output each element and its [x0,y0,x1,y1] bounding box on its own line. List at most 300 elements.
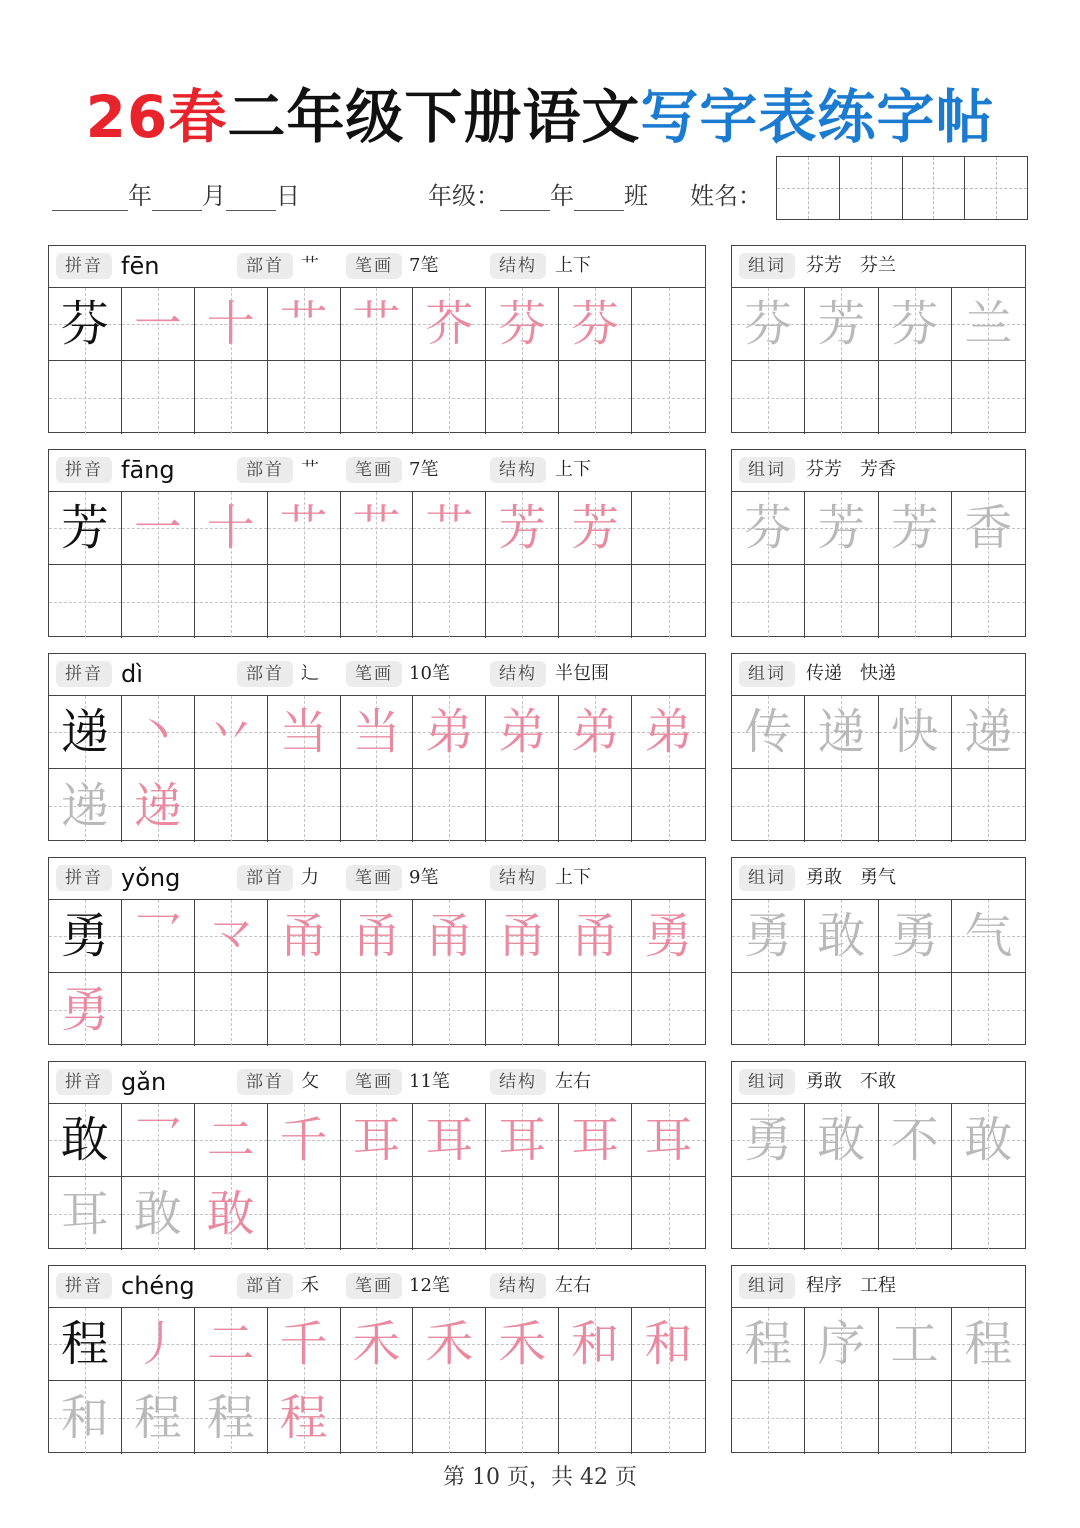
word-cell[interactable] [732,696,805,769]
word-trace-char: 芳 [817,296,866,352]
stroke-step: 递 [133,777,182,834]
stroke-step: 一 [133,500,182,556]
word-trace-char: 芳 [817,500,866,556]
writing-cell[interactable] [413,361,486,434]
structure-tag: 结构 [490,253,546,279]
stroke-step: 敢 [206,1185,255,1242]
writing-cell[interactable] [195,900,268,973]
stroke-step: 十 [206,500,255,556]
radical-value: 艹 [301,255,319,276]
words-panel [731,449,1026,637]
grade-line [428,176,648,211]
word-cell[interactable] [805,900,878,973]
writing-cell[interactable] [341,1104,414,1177]
name-grid[interactable] [776,156,1028,220]
info-row [49,654,705,696]
structure-value: 左右 [555,1071,591,1092]
word-grid [732,1308,1025,1454]
word-cell[interactable] [805,1308,878,1381]
writing-cell[interactable] [413,769,486,842]
title-part-3: 写字表练字帖 [640,83,995,151]
word-cell[interactable] [879,288,952,361]
word-cell[interactable] [805,492,878,565]
word-trace-char: 程 [744,1316,793,1372]
words-row [732,450,1025,492]
writing-cell[interactable] [268,1177,341,1250]
word-cell[interactable] [732,973,805,1046]
stroke-step: 当 [279,704,328,760]
words-panel [731,653,1026,841]
word-trace-char: 芬 [890,296,939,352]
writing-cell[interactable] [559,973,632,1046]
info-row [49,450,705,492]
strokes-value: 12笔 [409,1275,450,1296]
stroke-step: 耳 [571,1112,620,1168]
writing-cell[interactable] [195,973,268,1046]
pinyin-tag: 拼音 [56,1273,112,1299]
page-footer: 第 10 页，共 42 页 [443,1465,637,1490]
word-cell[interactable] [952,900,1025,973]
writing-cell[interactable] [413,973,486,1046]
word-cell[interactable] [879,1381,952,1454]
pinyin-value: chéng [121,1272,195,1300]
stroke-step: 丷 [206,704,255,760]
name-cell[interactable] [840,157,903,219]
writing-cell[interactable] [632,492,705,565]
writing-cell[interactable] [122,1177,195,1250]
grade-year-blank[interactable] [500,188,550,211]
radical-tag: 部首 [237,253,293,279]
word-trace-char: 芳 [890,500,939,556]
radical-value: 攵 [301,1071,319,1092]
stroke-step: 芬 [571,296,620,352]
stroke-panel [48,857,706,1045]
word-cell[interactable] [879,1104,952,1177]
writing-cell[interactable] [341,288,414,361]
writing-cell[interactable] [122,973,195,1046]
radical-tag: 部首 [237,865,293,891]
writing-cell[interactable] [413,900,486,973]
word-cell[interactable] [952,492,1025,565]
writing-cell[interactable] [268,1308,341,1381]
word-trace-char: 兰 [964,296,1013,352]
month-label: 月 [202,182,226,210]
strokes-tag: 笔画 [346,457,402,483]
word-trace-char: 敢 [817,1112,866,1168]
writing-cell[interactable] [49,900,122,973]
word-trace-char: 勇 [744,1112,793,1168]
pinyin-tag: 拼音 [56,661,112,687]
writing-cell[interactable] [486,1308,559,1381]
writing-cell[interactable] [413,1308,486,1381]
stroke-step: 二 [206,1316,255,1372]
word-cell[interactable] [952,973,1025,1046]
stroke-step: 程 [133,1389,182,1446]
writing-cell[interactable] [559,769,632,842]
grade-class-label: 班 [624,182,648,210]
writing-cell[interactable] [49,1381,122,1454]
writing-cell[interactable] [341,1381,414,1454]
writing-cell[interactable] [195,288,268,361]
word-cell[interactable] [879,769,952,842]
words-tag: 组词 [739,1273,795,1299]
page-title [0,70,1080,154]
word-cell[interactable] [952,769,1025,842]
word-cell[interactable] [879,900,952,973]
word-trace-char: 传 [744,704,793,760]
writing-cell[interactable] [632,565,705,638]
writing-cell[interactable] [268,769,341,842]
writing-cell[interactable] [341,973,414,1046]
stroke-step: 程 [279,1389,328,1446]
word-cell[interactable] [952,565,1025,638]
words-tag: 组词 [739,661,795,687]
stroke-step: 十 [206,296,255,352]
writing-cell[interactable] [486,696,559,769]
writing-cell[interactable] [49,361,122,434]
word-cell[interactable] [805,288,878,361]
word-trace-char: 快 [890,704,939,760]
writing-cell[interactable] [559,492,632,565]
word-cell[interactable] [805,973,878,1046]
writing-cell[interactable] [413,1381,486,1454]
stroke-step: 敢 [133,1185,182,1242]
writing-cell[interactable] [413,1104,486,1177]
word-cell[interactable] [732,288,805,361]
strokes-tag: 笔画 [346,253,402,279]
word-cell[interactable] [732,1308,805,1381]
writing-cell[interactable] [49,1308,122,1381]
writing-cell[interactable] [49,1177,122,1250]
info-row [49,1266,705,1308]
writing-cell[interactable] [49,565,122,638]
writing-cell[interactable] [49,288,122,361]
main-character: 敢 [60,1112,109,1168]
structure-value: 上下 [555,255,591,276]
stroke-step: 和 [60,1389,109,1446]
writing-cell[interactable] [341,1308,414,1381]
words-value: 程序 工程 [806,1275,896,1296]
structure-tag: 结构 [490,661,546,687]
writing-cell[interactable] [632,288,705,361]
structure-tag: 结构 [490,865,546,891]
month-blank[interactable] [152,188,202,211]
word-cell[interactable] [805,565,878,638]
pinyin-tag: 拼音 [56,253,112,279]
writing-cell[interactable] [122,361,195,434]
writing-cell[interactable] [341,565,414,638]
word-grid [732,696,1025,842]
writing-cell[interactable] [559,696,632,769]
writing-cell[interactable] [122,288,195,361]
radical-tag: 部首 [237,457,293,483]
stroke-step: 弟 [644,704,693,760]
writing-grid [49,288,705,434]
word-trace-char: 气 [964,908,1013,964]
stroke-step: 甬 [352,908,401,964]
word-cell[interactable] [732,1177,805,1250]
word-cell[interactable] [879,1308,952,1381]
writing-cell[interactable] [632,973,705,1046]
day-blank[interactable] [226,188,276,211]
name-cell[interactable] [777,157,840,219]
word-cell[interactable] [732,361,805,434]
writing-cell[interactable] [268,696,341,769]
writing-cell[interactable] [632,361,705,434]
year-label: 年 [128,182,152,210]
name-cell[interactable] [903,157,966,219]
stroke-step: 耳 [498,1112,547,1168]
writing-cell[interactable] [122,1381,195,1454]
writing-cell[interactable] [413,1177,486,1250]
grade-year-label: 年 [550,182,574,210]
writing-cell[interactable] [632,1177,705,1250]
radical-tag: 部首 [237,661,293,687]
stroke-step: 耳 [60,1185,109,1242]
writing-cell[interactable] [195,1177,268,1250]
writing-cell[interactable] [122,565,195,638]
word-cell[interactable] [952,696,1025,769]
word-trace-char: 勇 [890,908,939,964]
stroke-step: 芥 [425,296,474,352]
word-cell[interactable] [952,1177,1025,1250]
writing-cell[interactable] [49,696,122,769]
words-panel [731,1061,1026,1249]
writing-cell[interactable] [486,492,559,565]
word-cell[interactable] [805,1381,878,1454]
word-cell[interactable] [952,361,1025,434]
stroke-step: 勇 [60,981,109,1038]
word-trace-char: 芬 [744,296,793,352]
writing-cell[interactable] [49,973,122,1046]
writing-cell[interactable] [341,492,414,565]
stroke-panel [48,1061,706,1249]
writing-cell[interactable] [486,361,559,434]
writing-cell[interactable] [122,1308,195,1381]
writing-cell[interactable] [632,1104,705,1177]
word-cell[interactable] [805,1104,878,1177]
writing-cell[interactable] [632,1381,705,1454]
writing-cell[interactable] [49,1104,122,1177]
writing-cell[interactable] [559,1381,632,1454]
name-cell[interactable] [965,157,1027,219]
writing-cell[interactable] [122,769,195,842]
character-block [48,245,1026,433]
stroke-step: 当 [352,704,401,760]
writing-cell[interactable] [559,1177,632,1250]
writing-cell[interactable] [122,492,195,565]
info-row [49,246,705,288]
pinyin-tag: 拼音 [56,1069,112,1095]
writing-cell[interactable] [341,900,414,973]
stroke-step: 芳 [571,500,620,556]
words-value: 传递 快递 [806,663,896,684]
words-tag: 组词 [739,253,795,279]
writing-cell[interactable] [122,900,195,973]
writing-cell[interactable] [486,1104,559,1177]
writing-cell[interactable] [632,900,705,973]
word-cell[interactable] [732,900,805,973]
pinyin-tag: 拼音 [56,865,112,891]
pinyin-value: dì [121,660,143,688]
writing-cell[interactable] [195,1381,268,1454]
strokes-tag: 笔画 [346,1069,402,1095]
words-panel [731,1265,1026,1453]
word-cell[interactable] [805,696,878,769]
writing-cell[interactable] [559,565,632,638]
stroke-step: 一 [133,296,182,352]
radical-value: 力 [301,867,319,888]
writing-cell[interactable] [195,492,268,565]
writing-cell[interactable] [195,1308,268,1381]
word-cell[interactable] [805,769,878,842]
writing-cell[interactable] [268,361,341,434]
words-value: 勇敢 勇气 [806,867,896,888]
writing-cell[interactable] [268,973,341,1046]
stroke-step: 甬 [498,908,547,964]
word-cell[interactable] [732,492,805,565]
stroke-panel [48,653,706,841]
word-cell[interactable] [879,565,952,638]
structure-value: 左右 [555,1275,591,1296]
word-grid [732,288,1025,434]
word-cell[interactable] [732,565,805,638]
writing-cell[interactable] [486,565,559,638]
stroke-step: 弟 [498,704,547,760]
writing-cell[interactable] [341,696,414,769]
stroke-step: 甬 [571,908,620,964]
word-cell[interactable] [952,1104,1025,1177]
writing-cell[interactable] [122,1104,195,1177]
structure-value: 上下 [555,867,591,888]
stroke-step: 禾 [352,1316,401,1372]
writing-cell[interactable] [632,696,705,769]
writing-cell[interactable] [341,769,414,842]
writing-cell[interactable] [559,1308,632,1381]
grade-label: 年级： [428,182,500,210]
word-cell[interactable] [879,361,952,434]
writing-cell[interactable] [413,696,486,769]
radical-tag: 部首 [237,1069,293,1095]
date-line [52,176,300,211]
stroke-step: 芬 [498,296,547,352]
writing-cell[interactable] [49,492,122,565]
writing-cell[interactable] [486,1177,559,1250]
writing-cell[interactable] [413,492,486,565]
writing-cell[interactable] [413,565,486,638]
stroke-step: 千 [279,1112,328,1168]
word-cell[interactable] [805,361,878,434]
writing-cell[interactable] [632,1308,705,1381]
writing-cell[interactable] [559,288,632,361]
writing-cell[interactable] [195,565,268,638]
word-cell[interactable] [732,1381,805,1454]
stroke-step: 和 [644,1316,693,1372]
writing-cell[interactable] [268,1104,341,1177]
word-cell[interactable] [879,696,952,769]
strokes-value: 7笔 [409,255,439,276]
title-part-2: 二年级下册语文 [227,83,641,151]
word-cell[interactable] [805,1177,878,1250]
writing-cell[interactable] [559,900,632,973]
words-panel [731,245,1026,433]
word-cell[interactable] [879,1177,952,1250]
pinyin-value: yǒng [121,864,181,892]
structure-tag: 结构 [490,1069,546,1095]
writing-cell[interactable] [559,361,632,434]
writing-grid [49,1308,705,1454]
writing-cell[interactable] [195,361,268,434]
radical-value: 辶 [301,663,319,684]
words-row [732,858,1025,900]
word-trace-char: 递 [817,704,866,760]
word-cell[interactable] [879,492,952,565]
writing-cell[interactable] [195,696,268,769]
writing-cell[interactable] [486,973,559,1046]
word-cell[interactable] [952,288,1025,361]
writing-cell[interactable] [632,769,705,842]
name-label [690,176,762,211]
stroke-step: 二 [206,1112,255,1168]
writing-cell[interactable] [268,288,341,361]
writing-cell[interactable] [122,696,195,769]
words-panel [731,857,1026,1045]
writing-cell[interactable] [268,492,341,565]
writing-cell[interactable] [559,1104,632,1177]
writing-cell[interactable] [486,1381,559,1454]
writing-cell[interactable] [268,565,341,638]
day-label: 日 [276,182,300,210]
writing-cell[interactable] [341,361,414,434]
writing-cell[interactable] [49,769,122,842]
words-tag: 组词 [739,457,795,483]
pinyin-value: gǎn [121,1068,167,1096]
words-row [732,1062,1025,1104]
stroke-panel [48,449,706,637]
word-trace-char: 香 [964,500,1013,556]
word-cell[interactable] [952,1308,1025,1381]
writing-cell[interactable] [341,1177,414,1250]
stroke-step: 耳 [425,1112,474,1168]
structure-tag: 结构 [490,457,546,483]
main-character: 递 [60,704,109,760]
stroke-step: 弟 [571,704,620,760]
writing-cell[interactable] [268,1381,341,1454]
info-row [49,858,705,900]
word-cell[interactable] [732,769,805,842]
stroke-step: 芳 [498,500,547,556]
words-tag: 组词 [739,1069,795,1095]
stroke-step: 龴 [206,908,255,964]
word-cell[interactable] [952,1381,1025,1454]
stroke-step: 甬 [279,908,328,964]
writing-cell[interactable] [268,900,341,973]
writing-cell[interactable] [486,769,559,842]
word-cell[interactable] [732,1104,805,1177]
writing-cell[interactable] [413,288,486,361]
writing-cell[interactable] [195,769,268,842]
word-cell[interactable] [879,973,952,1046]
stroke-step: 艹 [279,296,328,352]
writing-cell[interactable] [486,288,559,361]
word-trace-char: 勇 [744,908,793,964]
strokes-tag: 笔画 [346,1273,402,1299]
writing-cell[interactable] [486,900,559,973]
year-blank[interactable] [52,188,128,211]
stroke-step: 乛 [133,1112,182,1168]
writing-cell[interactable] [195,1104,268,1177]
grade-class-blank[interactable] [574,188,624,211]
